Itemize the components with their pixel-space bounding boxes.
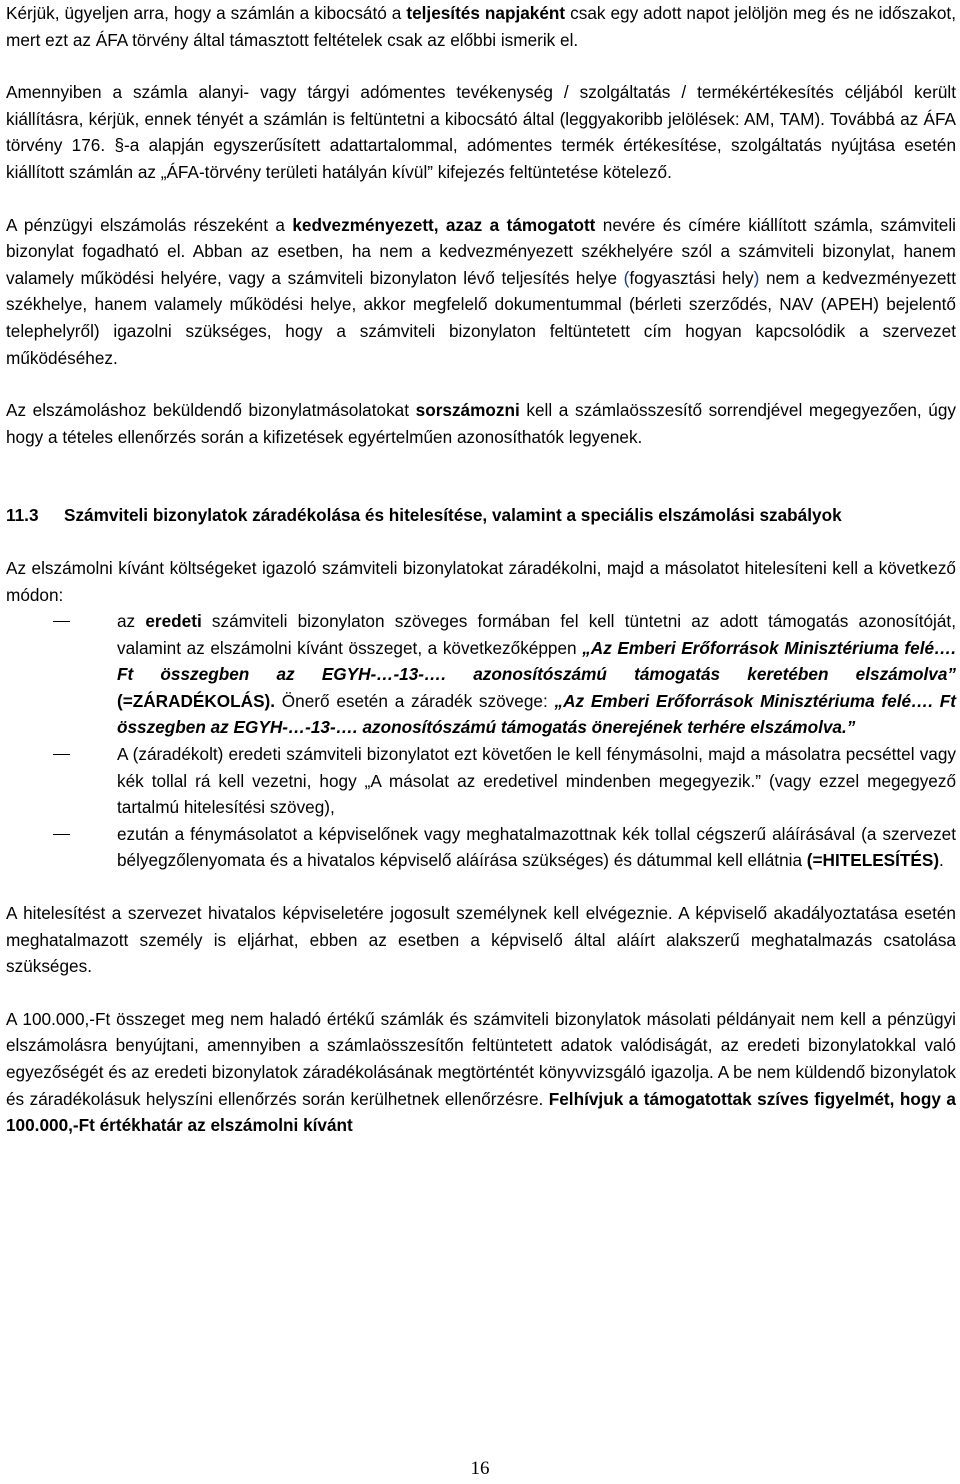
text-run: számviteli bizonylaton szöveges formában fel kell tüntetni az adott támogatás azonosítóját, valamint az elszámolni kívánt összeget, a következőképpen xyxy=(117,611,956,658)
paragraph-beneficiary xyxy=(6,212,956,372)
emphasis-performance-date: teljesítés napjaként xyxy=(406,3,566,23)
text-run: Önerő esetén a záradék szövege: xyxy=(275,690,555,711)
emphasis-original: eredeti xyxy=(145,611,202,632)
procedure-list xyxy=(6,608,956,874)
text-run: kell a számlaösszesítő sorrendjével megegyezően, úgy hogy a tételes ellenőrzés során a kifizetések egyértelműen azonosíthatók legyenek. xyxy=(6,400,956,447)
dash-bullet xyxy=(53,834,70,835)
text-run: A 100.000,-Ft összeget meg nem haladó értékű számlák és számviteli bizonylatok másolati példányait nem kell a pénzügyi elszámolásra benyújtani, amennyiben a számlaösszesítőn feltüntetett adatok valódiságát, az eredeti bizonylatokkal való egyezőségét és az eredeti bizonylatok záradékolásának megtörténtét könyvvizsgáló igazolja. A be nem küldendő bizonylatok és záradékolásuk helyszíni ellenőrzés során kerülhetnek ellenőrzésre. xyxy=(6,1008,956,1109)
text-run: A pénzügyi elszámolás részeként a xyxy=(6,214,293,235)
paragraph-numbering xyxy=(6,397,956,450)
section-number: 11.3 xyxy=(6,505,39,526)
clause-text-own-funds: „Az Emberi Erőforrások Minisztériuma felé…. Ft összegben az EGYH-…-13-…. azonosítószámú támogatás önerejének terhére elszámolva.” xyxy=(117,690,956,738)
text-run: fogyasztási hely xyxy=(629,267,754,288)
section-heading xyxy=(6,502,956,529)
paragraph-tax-exempt: Amennyiben a számla alanyi- vagy tárgyi adómentes tevékenység / szolgáltatás / termékértékesítés céljából került kiállításra, kérjük, ennek tényét a számlán is feltüntetni a kibocsátó által (leggyakoribb jelölések: AM, TAM). Továbbá az ÁFA törvény 176. §-a alapján egyszerűsített adattartalommal, adómentes termék értékesítése, szolgáltatás nyújtása esetén kiállított számlán az „ÁFA-törvény területi hatályán kívül” kifejezés feltüntetése kötelező. xyxy=(6,82,956,182)
document-page xyxy=(6,0,956,1139)
paren-close: ) xyxy=(753,267,760,288)
text-run: . xyxy=(939,850,944,871)
emphasis-notice: Felhívjuk a támogatottak szíves figyelmét, hogy a 100.000,-Ft értékhatár az elszámolni kívánt xyxy=(6,1088,956,1136)
dash-bullet xyxy=(53,754,70,755)
clause-text: „Az Emberi Erőforrások Minisztériuma felé…. Ft összegben az EGYH-…-13-…. azonosítószámú támogatás keretében elszámolva” xyxy=(117,637,956,685)
paragraph-intro: Az elszámolni kívánt költségeket igazoló számviteli bizonylatokat záradékolni, majd a másolatot hitelesíteni kell a következő módon: xyxy=(6,557,956,605)
page-number: 16 xyxy=(470,1458,490,1479)
paren-open: ( xyxy=(623,267,630,288)
text-run: az xyxy=(117,611,146,632)
paragraph-invoice-date xyxy=(6,0,956,53)
text-run: csak egy adott napot jelöljön meg és ne időszakot, mert ezt az ÁFA törvény által támasztott feltételek csak az előbbi ismerik el. xyxy=(6,3,956,50)
list-item xyxy=(6,821,956,874)
text-run: nem a kedvezményezett székhelye, hanem valamely működési helye, akkor megfelelő dokumentummal (bérleti szerződés, NAV (APEH) bejelentő telephelyről) igazolni szükséges, hogy a számviteli bizonylaton feltüntetett cím hogyan kapcsolódik a szervezet működéséhez. xyxy=(6,267,956,368)
paragraph-threshold xyxy=(6,1006,956,1139)
paragraph-authorization: A hitelesítést a szervezet hivatalos képviseletére jogosult személynek kell elvégeznie. A képviselő akadályoztatása esetén meghatalmazott személy is eljárhat, ebben az esetben a képviselő által aláírt alakszerű meghatalmazás csatolása szükséges. xyxy=(6,903,956,977)
emphasis-beneficiary: kedvezményezett, azaz a támogatott xyxy=(292,214,596,235)
text-run: Kérjük, ügyeljen arra, hogy a számlán a kibocsátó a xyxy=(6,3,407,23)
emphasis-numbering: sorszámozni xyxy=(415,400,520,421)
text-run: ezután a fénymásolatot a képviselőnek vagy meghatalmazottnak kék tollal cégszerű aláírásával (a szervezet bélyegzőlenyomata és a hivatalos képviselő aláírása szükséges) és dátummal kell ellátnia xyxy=(117,823,956,871)
dash-bullet xyxy=(53,621,70,622)
emphasis-clause-label: (=ZÁRADÉKOLÁS). xyxy=(117,690,276,711)
text-run: A (záradékolt) eredeti számviteli bizonylatot ezt követően le kell fénymásolni, majd a másolatra pecséttel vagy kék tollal rá kell vezetni, hogy „A másolat az eredetivel mindenben megegyezik.” (vagy ezzel megegyező tartalmú hitelesítési szöveg), xyxy=(117,744,956,818)
section-title: Számviteli bizonylatok záradékolása és hitelesítése, valamint a speciális elszámolási szabályok xyxy=(64,505,842,526)
list-item xyxy=(6,741,956,821)
text-run: nevére és címére kiállított számla, számviteli bizonylat fogadható el. Abban az esetben, ha nem a kedvezményezett székhelyére szól a számviteli bizonylat, hanem valamely működési helyére, vagy a számviteli bizonylaton lévő teljesítés helye xyxy=(6,214,956,288)
list-item xyxy=(6,608,956,741)
text-run: Az elszámoláshoz beküldendő bizonylatmásolatokat xyxy=(6,400,416,421)
emphasis-certification: (=HITELESÍTÉS) xyxy=(806,850,940,871)
